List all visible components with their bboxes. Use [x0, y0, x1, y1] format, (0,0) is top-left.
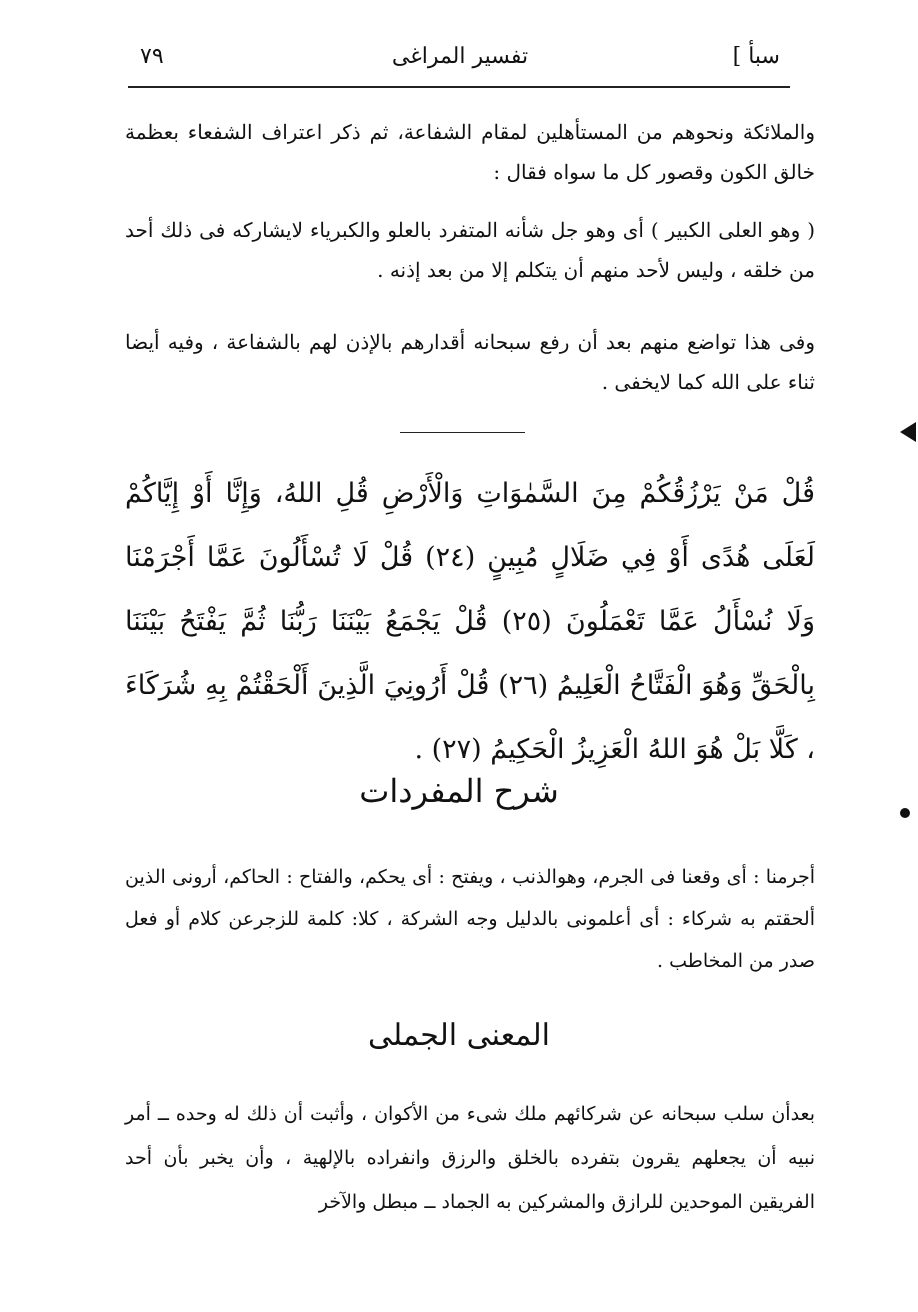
heading-general-meaning: المعنى الجملى — [367, 1018, 550, 1053]
page-header — [140, 38, 780, 78]
paragraph-humility: وفى هذا تواضع منهم بعد أن رفع سبحانه أقدارهم بالإذن لهم بالشفاعة ، وفيه أيضا ثناء على الله كما لايخفى . — [125, 330, 815, 394]
header-rule — [128, 86, 790, 88]
heading-vocabulary: شرح المفردات — [359, 772, 559, 810]
vocabulary-text: أجرمنا : أى وقعنا فى الجرم، وهوالذنب ، ويفتح : أى يحكم، والفتاح : الحاكم، أرونى الذين ألحقتم به شركاء : أى أعلمونى بالدليل وجه الشركة ، كلا: كلمة للزجرعن كلام أو فعل صدر من المخاطب . — [125, 866, 815, 972]
paragraph-intro: والملائكة ونحوهم من المستأهلين لمقام الشفاعة، ثم ذكر اعتراف الشفعاء بعظمة خالق الكون وقصور كل ما سواه فقال : — [125, 120, 815, 184]
margin-arrow-mark — [900, 422, 916, 442]
page-number: ٧٩ — [140, 44, 164, 69]
section-divider — [400, 432, 525, 433]
book-title: تفسير المراغى — [391, 44, 529, 69]
paragraph-explanation: ( وهو العلى الكبير ) أى وهو جل شأنه المتفرد بالعلو والكبرياء لايشاركه فى ذلك أحد من خلقه ، وليس لأحد منهم أن يتكلم إلا من بعد إذنه . — [125, 218, 815, 282]
general-meaning-text: بعدأن سلب سبحانه عن شركائهم ملك شىء من الأكوان ، وأثبت أن ذلك له وحده ــ أمر نبيه أن يجعلهم يقرون بتفرده بالخلق والرزق وانفراده بالإلهية ، وأن يخبر بأن أحد الفريقين الموحدين للرازق والمشركين به الجماد ــ مبطل والآخر — [125, 1103, 815, 1213]
margin-dot-mark — [900, 808, 910, 818]
surah-name: سبأ ] — [732, 44, 780, 69]
quran-verses: قُلْ مَنْ يَرْزُقُكُمْ مِنَ السَّمٰوَاتِ وَالْأَرْضِ قُلِ اللهُ، وَإِنَّا أَوْ إِيَّاكُمْ لَعَلَى هُدًى أَوْ فِي ضَلَالٍ مُبِينٍ (٢٤) قُلْ لَا تُسْأَلُونَ عَمَّا أَجْرَمْنَا وَلَا نُسْأَلُ عَمَّا تَعْمَلُونَ (٢٥) قُلْ يَجْمَعُ بَيْنَنَا رَبُّنَا ثُمَّ يَفْتَحُ بَيْنَنَا بِالْحَقِّ وَهُوَ الْفَتَّاحُ الْعَلِيمُ (٢٦) قُلْ أَرُونِيَ الَّذِينَ أَلْحَقْتُمْ بِهِ شُرَكَاءَ ، كَلَّا بَلْ هُوَ اللهُ الْعَزِيزُ الْحَكِيمُ (٢٧) . — [125, 478, 815, 765]
